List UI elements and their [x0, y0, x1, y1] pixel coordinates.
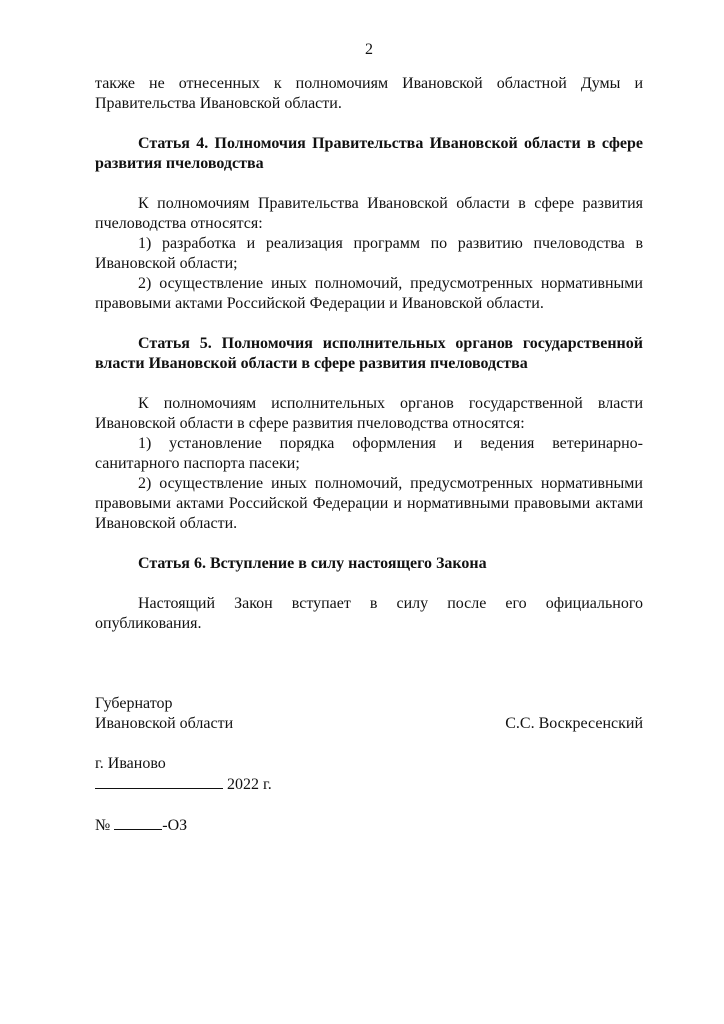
- article-6-body: Настоящий Закон вступает в силу после его официального опубликования.: [95, 595, 643, 632]
- footer-date-suffix: 2022 г.: [223, 776, 272, 793]
- signature-block: [95, 694, 643, 734]
- number-blank-line: [114, 815, 162, 830]
- footer-number: [95, 815, 643, 836]
- footer-number-prefix: №: [95, 817, 115, 834]
- article-5-item-1: 1) установление порядка оформления и ведения ветеринарно-санитарного паспорта пасеки;: [95, 435, 643, 472]
- signature-title-line-1: Губернатор: [95, 695, 173, 712]
- article-4-heading: Статья 4. Полномочия Правительства Ивановской области в сфере развития пчеловодства: [95, 135, 643, 172]
- footer-city: г. Иваново: [95, 755, 166, 772]
- article-5-lead: К полномочиям исполнительных органов государственной власти Ивановской области в сфере развития пчеловодства относятся:: [95, 395, 643, 432]
- article-6-heading: Статья 6. Вступление в силу настоящего Закона: [138, 555, 487, 572]
- article-5-heading: Статья 5. Полномочия исполнительных органов государственной власти Ивановской области в сфере развития пчеловодства: [95, 335, 643, 372]
- date-blank-line: [95, 774, 223, 789]
- signature-name: С.С. Воскресенский: [505, 715, 643, 732]
- intro-continuation: также не отнесенных к полномочиям Ивановской областной Думы и Правительства Ивановской области.: [95, 75, 643, 112]
- footer-date: [95, 774, 643, 795]
- article-4-item-1: 1) разработка и реализация программ по развитию пчеловодства в Ивановской области;: [95, 235, 643, 272]
- signature-title-line-2: Ивановской области: [95, 715, 234, 732]
- page-number: 2: [365, 41, 373, 58]
- article-4-item-2: 2) осуществление иных полномочий, предусмотренных нормативными правовыми актами Российской Федерации и Ивановской области.: [95, 275, 643, 312]
- article-5-item-2: 2) осуществление иных полномочий, предусмотренных нормативными правовыми актами Российской Федерации и нормативными правовыми актами Ивановской области.: [95, 475, 643, 532]
- article-4-lead: К полномочиям Правительства Ивановской области в сфере развития пчеловодства относятся:: [95, 195, 643, 232]
- document-page: [95, 40, 643, 836]
- footer-number-suffix: -ОЗ: [162, 817, 188, 834]
